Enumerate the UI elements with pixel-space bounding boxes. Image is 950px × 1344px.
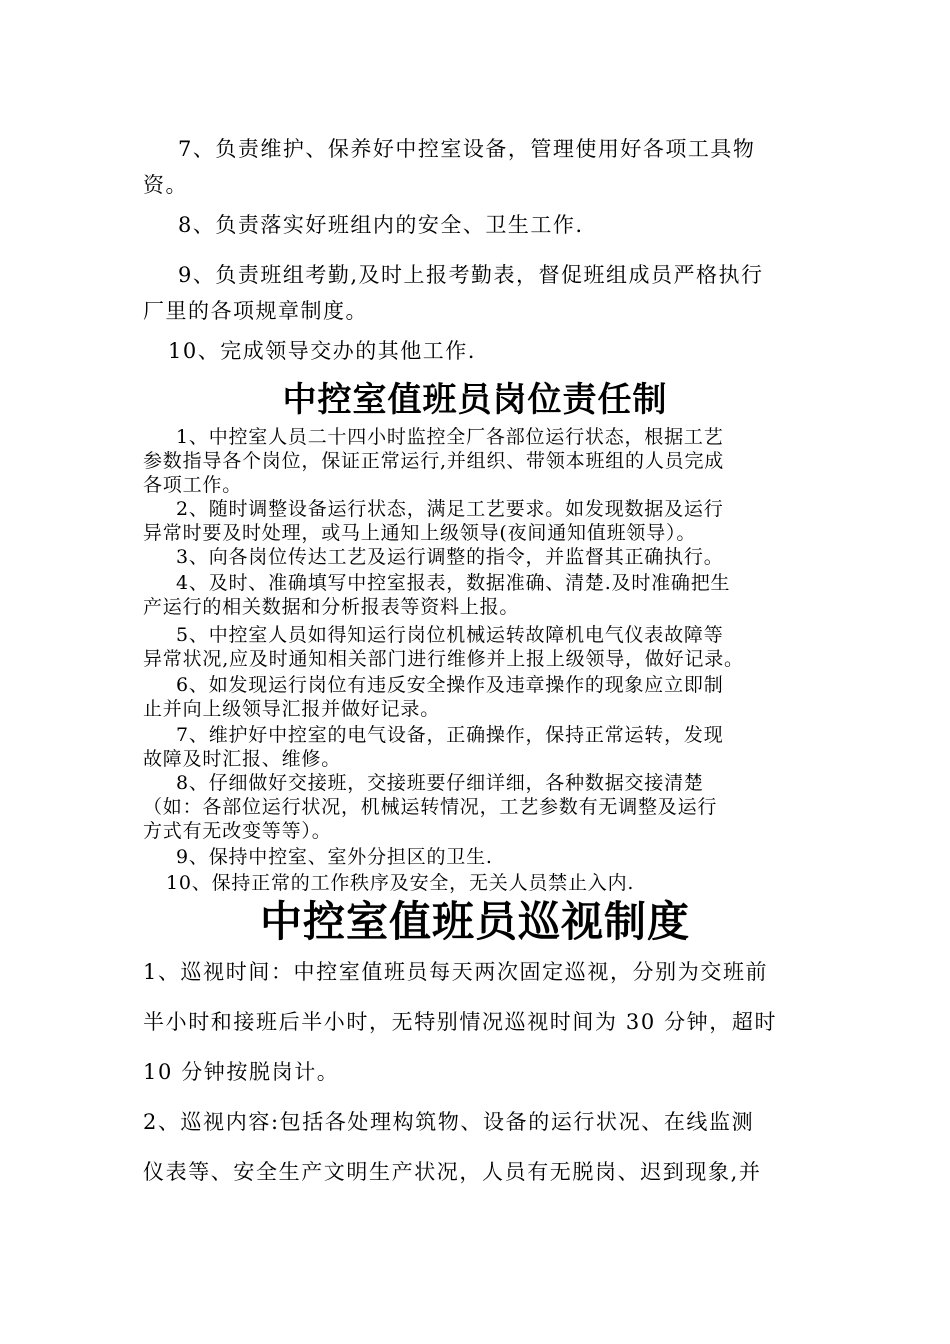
- section1-line: 方式有无改变等等）。: [143, 820, 332, 842]
- section2-line: 2、巡视内容:包括各处理构筑物、设备的运行状况、在线监测: [143, 1110, 755, 1134]
- section-title-inspection: 中控室值班员巡视制度: [259, 897, 690, 946]
- section2-line: 1、巡视时间：中控室值班员每天两次固定巡视，分别为交班前: [143, 960, 769, 984]
- section1-line: 4、及时、准确填写中控室报表，数据准确、清楚.及时准确把生: [176, 572, 731, 594]
- duty-item-9-line-2: 厂里的各项规章制度。: [143, 299, 368, 323]
- section1-line: 8、仔细做好交接班，交接班要仔细详细，各种数据交接清楚: [176, 772, 704, 794]
- section1-line: 异常时要及时处理，或马上通知上级领导(夜间通知值班领导）。: [143, 522, 697, 544]
- section1-line: 1、中控室人员二十四小时监控全厂各部位运行状态，根据工艺: [176, 426, 724, 448]
- section1-line: 异常状况,应及时通知相关部门进行维修并上报上级领导，做好记录。: [143, 648, 744, 670]
- section1-line: 2、随时调整设备运行状态，满足工艺要求。如发现数据及运行: [176, 498, 724, 520]
- section1-line: 5、中控室人员如得知运行岗位机械运转故障机电气仪表故障等: [176, 624, 724, 646]
- section1-line: 产运行的相关数据和分析报表等资料上报。: [143, 596, 520, 618]
- section1-line: （如：各部位运行状况，机械运转情况，工艺参数有无调整及运行: [143, 796, 718, 818]
- section1-line: 7、维护好中控室的电气设备，正确操作，保持正常运转，发现: [176, 724, 724, 746]
- duty-item-9-line-1: 9、负责班组考勤,及时上报考勤表，督促班组成员严格执行: [178, 263, 764, 287]
- section1-line: 3、向各岗位传达工艺及运行调整的指令，并监督其正确执行。: [176, 546, 724, 568]
- section1-line: 9、保持中控室、室外分担区的卫生.: [176, 846, 493, 868]
- duty-item-10: 10、完成领导交办的其他工作.: [168, 339, 476, 363]
- section1-line: 6、如发现运行岗位有违反安全操作及违章操作的现象应立即制: [176, 674, 724, 696]
- section1-line: 各项工作。: [143, 474, 243, 496]
- section2-line: 10 分钟按脱岗计。: [143, 1060, 340, 1084]
- duty-item-7-line-2: 资。: [143, 173, 188, 197]
- section2-line: 仪表等、安全生产文明生产状况，人员有无脱岗、迟到现象,并: [143, 1160, 762, 1184]
- section1-line: 10、保持正常的工作秩序及安全，无关人员禁止入内.: [166, 872, 635, 894]
- section1-line: 故障及时汇报、维修。: [143, 748, 342, 770]
- section1-line: 参数指导各个岗位，保证正常运行,并组织、带领本班组的人员完成: [143, 450, 725, 472]
- duty-item-7-line-1: 7、负责维护、保养好中控室设备，管理使用好各项工具物: [178, 137, 756, 161]
- duty-item-8: 8、负责落实好班组内的安全、卫生工作.: [178, 213, 584, 237]
- section2-line: 半小时和接班后半小时，无特别情况巡视时间为 30 分钟，超时: [143, 1010, 778, 1034]
- section-title-responsibility: 中控室值班员岗位责任制: [282, 380, 668, 420]
- section1-line: 止并向上级领导汇报并做好记录。: [143, 698, 441, 720]
